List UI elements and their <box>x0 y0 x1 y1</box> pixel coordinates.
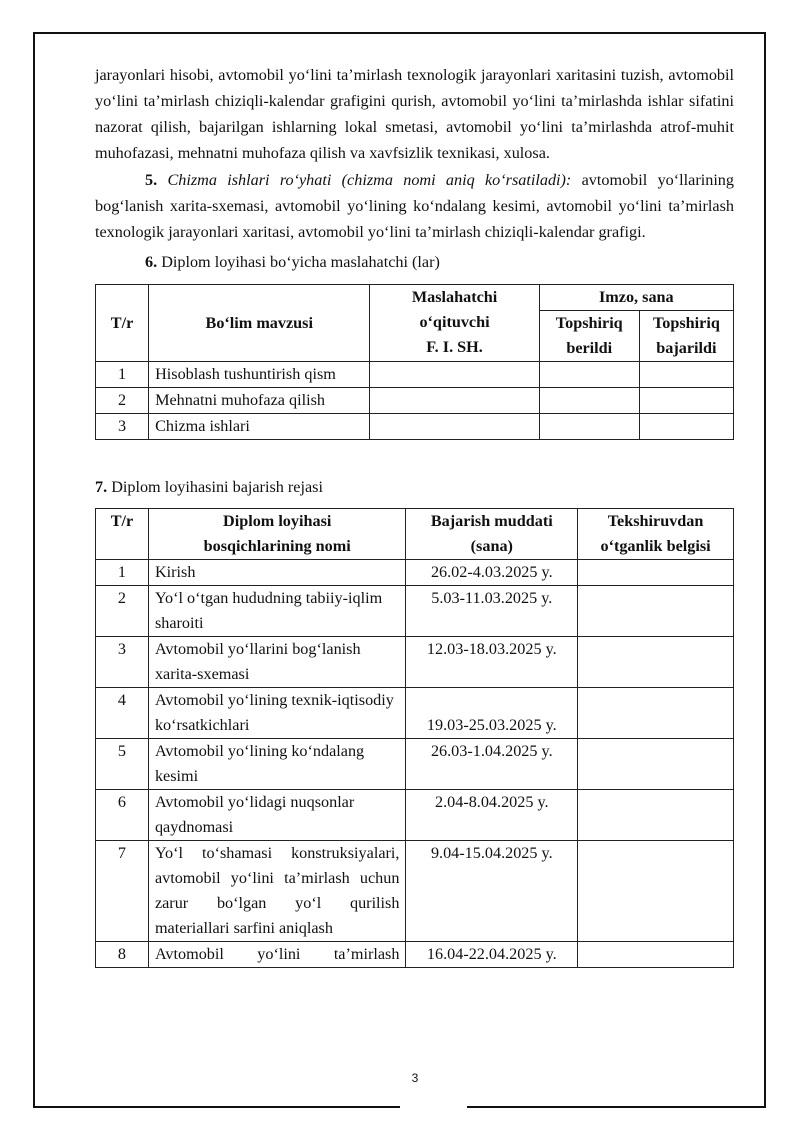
advisors-header-advisor <box>370 285 539 362</box>
plan-header-deadline <box>406 509 578 560</box>
row-stage: Avtomobil yo‘lidagi nuqsonlar qaydnomasi <box>148 790 406 841</box>
page-content <box>95 62 734 968</box>
table-row <box>96 942 734 968</box>
section-7-title: Diplom loyihasini bajarish rejasi <box>111 478 323 496</box>
row-topic: Chizma ishlari <box>149 414 370 440</box>
row-done <box>639 362 733 388</box>
row-check <box>578 688 734 739</box>
row-stage: Avtomobil yo‘llarini bog‘lanish xarita-sxemasi <box>148 637 406 688</box>
table-row <box>96 560 734 586</box>
row-stage: Avtomobil yo‘lining ko‘ndalang kesimi <box>148 739 406 790</box>
intro-paragraph: jarayonlari hisobi, avtomobil yo‘lini ta’mirlash texnologik jarayonlari xaritasini tuzish, avtomobil yo‘lini ta’mirlash chiziqli-kalendar grafigini qurish, avtomobil yo‘lini ta’mirlashda ishlar sifatini nazorat qilish, bajarilgan ishlarning lokal smetasi, avtomobil yo‘lini ta’mirlashda atrof-muhit muhofazasi, mehnatni muhofaza qilish va xavfsizlik texnikasi, xulosa. <box>95 66 734 162</box>
row-number: 1 <box>96 560 149 586</box>
row-advisor <box>370 362 539 388</box>
section-5-number: 5. <box>145 171 158 189</box>
frame-bottom-right <box>467 1106 766 1108</box>
row-date: 16.04-22.04.2025 y. <box>406 942 578 968</box>
table-row <box>96 841 734 942</box>
page-number: 3 <box>411 1071 419 1085</box>
row-stage: Yo‘l o‘tgan hududning tabiiy-iqlim sharoiti <box>148 586 406 637</box>
row-done <box>639 388 733 414</box>
section-5-text: avtomobil yo‘llarining bog‘lanish xarita-sxemasi, avtomobil yo‘lining ko‘ndalang kesimi, avtomobil yo‘lini ta’mirlash texnologik jarayonlari xaritasi, avtomobil yo‘lini ta’mirlash chiziqli-kalendar grafigi. <box>95 171 734 241</box>
plan-header-name-line: Diplom loyihasi <box>223 512 332 530</box>
row-date: 5.03-11.03.2025 y. <box>406 586 578 637</box>
advisors-header-done-line: Topshiriq <box>652 314 720 332</box>
row-date: 26.03-1.04.2025 y. <box>406 739 578 790</box>
table-row <box>96 688 734 739</box>
row-stage: Kirish <box>148 560 406 586</box>
row-check <box>578 586 734 637</box>
row-date: 9.04-15.04.2025 y. <box>406 841 578 942</box>
advisors-header-topic: Bo‘lim mavzusi <box>149 285 370 362</box>
plan-header-deadline-line: Bajarish muddati <box>430 512 553 530</box>
row-check <box>578 790 734 841</box>
plan-header-check-line: Tekshiruvdan <box>607 512 704 530</box>
table-row <box>96 362 734 388</box>
advisors-header-tr: T/r <box>96 285 149 362</box>
table-row <box>96 790 734 841</box>
plan-header-check-line: o‘tganlik belgisi <box>600 537 711 555</box>
section-5-paragraph <box>95 167 734 245</box>
row-stage: Yo‘l to‘shamasi konstruksiyalari, avtomobil yo‘lini ta’mirlash uchun zarur bo‘lgan yo‘l qurilish materiallari sarfini aniqlash <box>148 841 406 942</box>
row-date: 19.03-25.03.2025 y. <box>406 688 578 739</box>
advisors-header-done <box>639 311 733 362</box>
advisors-header-given <box>539 311 639 362</box>
row-number: 4 <box>96 688 149 739</box>
frame-bottom-left <box>33 1106 400 1108</box>
row-stage: Avtomobil yo‘lining texnik-iqtisodiy ko‘rsatkichlari <box>148 688 406 739</box>
table-row <box>96 637 734 688</box>
plan-table <box>95 508 734 968</box>
advisors-header-signature: Imzo, sana <box>539 285 733 311</box>
row-given <box>539 388 639 414</box>
section-6-title: Diplom loyihasi bo‘yicha maslahatchi (lar) <box>161 253 440 271</box>
plan-header-deadline-line: (sana) <box>470 537 513 555</box>
advisors-header-given-line: Topshiriq <box>555 314 623 332</box>
table-row <box>96 414 734 440</box>
row-advisor <box>370 388 539 414</box>
section-7-heading <box>95 474 734 500</box>
plan-header-check <box>578 509 734 560</box>
row-topic: Hisoblash tushuntirish qism <box>149 362 370 388</box>
row-number: 7 <box>96 841 149 942</box>
advisors-header-advisor-line: Maslahatchi <box>411 288 498 306</box>
row-number: 1 <box>96 362 149 388</box>
advisors-header-given-line: berildi <box>566 339 613 357</box>
table-row <box>96 388 734 414</box>
row-stage: Avtomobil yo‘lini ta’mirlash <box>148 942 406 968</box>
row-done <box>639 414 733 440</box>
section-6-heading <box>95 249 734 275</box>
row-check <box>578 841 734 942</box>
table-row <box>96 739 734 790</box>
advisors-header-advisor-line: F. I. SH. <box>426 338 483 356</box>
row-check <box>578 637 734 688</box>
section-6-number: 6. <box>145 253 158 271</box>
row-number: 5 <box>96 739 149 790</box>
row-given <box>539 414 639 440</box>
advisors-header-done-line: bajarildi <box>656 339 717 357</box>
row-check <box>578 560 734 586</box>
advisors-header-advisor-line: o‘qituvchi <box>419 313 490 331</box>
row-number: 3 <box>96 414 149 440</box>
section-5-title: Chizma ishlari ro‘yhati (chizma nomi aniq ko‘rsatiladi): <box>167 171 572 189</box>
row-check <box>578 739 734 790</box>
advisors-table <box>95 284 734 440</box>
row-number: 2 <box>96 388 149 414</box>
plan-header-tr: T/r <box>96 509 149 560</box>
row-given <box>539 362 639 388</box>
row-number: 2 <box>96 586 149 637</box>
section-7-number: 7. <box>95 478 108 496</box>
plan-header-name <box>148 509 406 560</box>
row-date: 26.02-4.03.2025 y. <box>406 560 578 586</box>
row-number: 6 <box>96 790 149 841</box>
table-row <box>96 586 734 637</box>
row-check <box>578 942 734 968</box>
row-number: 8 <box>96 942 149 968</box>
row-date: 2.04-8.04.2025 y. <box>406 790 578 841</box>
row-topic: Mehnatni muhofaza qilish <box>149 388 370 414</box>
row-date: 12.03-18.03.2025 y. <box>406 637 578 688</box>
row-number: 3 <box>96 637 149 688</box>
plan-header-name-line: bosqichlarining nomi <box>203 537 351 555</box>
row-advisor <box>370 414 539 440</box>
